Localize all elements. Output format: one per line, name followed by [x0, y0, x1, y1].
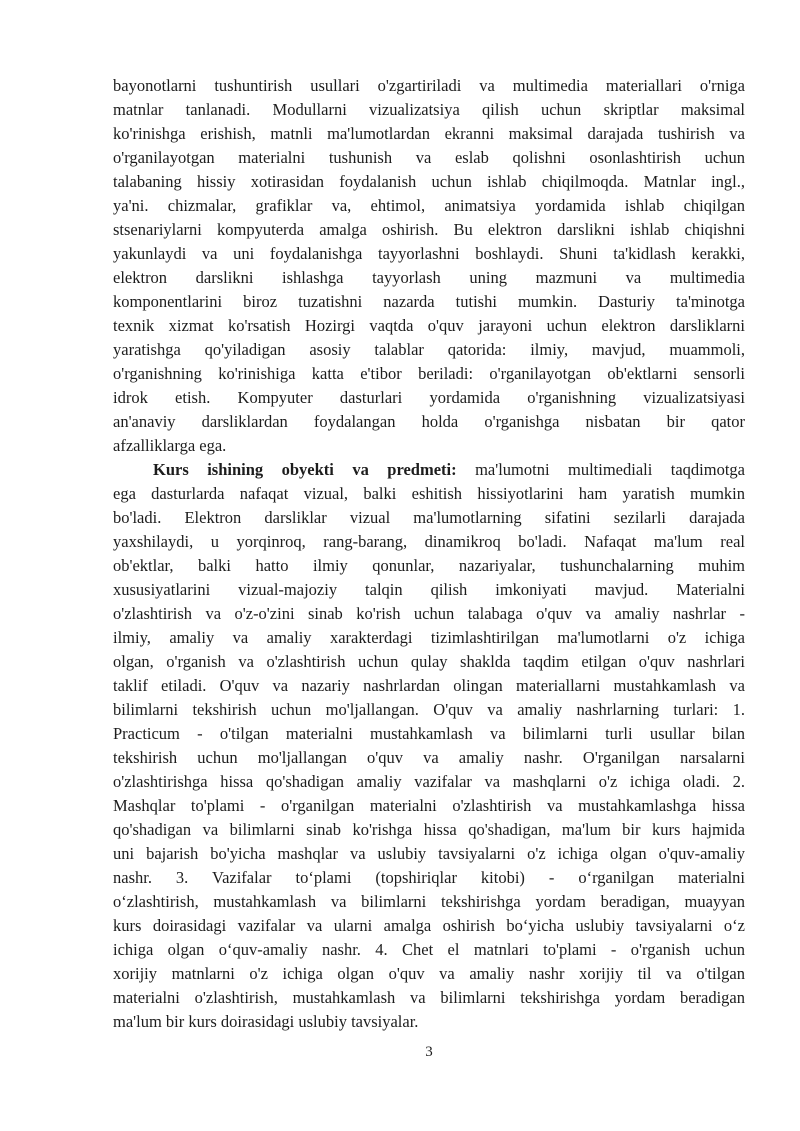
text-line: idrok etish. Kompyuter dasturlari yordamida o'rganishning vizualizatsiyasi: [113, 388, 745, 407]
text-line: stsenariylarni kompyuterda amalga oshirish. Bu elektron darslikni ishlab chiqishni: [113, 220, 745, 239]
text-line: komponentlarini biroz tuzatishni nazarda tutishi mumkin. Dasturiy ta'minotga: [113, 292, 745, 311]
text-line: ilmiy, amaliy va amaliy xarakterdagi tizimlashtirilgan ma'lumotlarni o'z ichiga: [113, 628, 745, 647]
text-line: ya'ni. chizmalar, grafiklar va, ehtimol, animatsiya yordamida ishlab chiqilgan: [113, 196, 745, 215]
text-line: elektron darslikni ishlashga tayyorlash uning mazmuni va multimedia: [113, 268, 745, 287]
text-line: matnlar tanlanadi. Modullarni vizualizatsiya qilish uchun skriptlar maksimal: [113, 100, 745, 119]
text-line: ega dasturlarda nafaqat vizual, balki eshitish hissiyotlarini ham yaratish mumkin: [113, 484, 745, 503]
page-text: [113, 74, 745, 1034]
text-line: yaratishga qo'yiladigan asosiy talablar qatorida: ilmiy, mavjud, muammoli,: [113, 340, 745, 359]
text-line: uni bajarish bo'yicha mashqlar va uslubiy tavsiyalarni o'z ichiga olgan o'quv-amaliy: [113, 844, 745, 863]
text-line: nashr. 3. Vazifalar to‘plami (topshiriqlar kitobi) - o‘rganilgan materialni: [113, 868, 745, 887]
text-line: xorijiy matnlarni o'z ichiga olgan o'quv va amaliy nashr xorijiy til va o'tilgan: [113, 964, 745, 983]
text-line: texnik xizmat ko'rsatish Hozirgi vaqtda o'quv jarayoni uchun elektron darsliklarni: [113, 316, 745, 335]
text-line: bayonotlarni tushuntirish usullari o'zgartiriladi va multimedia materiallari o'rniga: [113, 76, 745, 95]
text-line: ma'lum bir kurs doirasidagi uslubiy tavsiyalar.: [113, 1012, 419, 1031]
text-line: Kurs ishining obyekti va predmeti: ma'lumotni multimediali taqdimotga: [153, 460, 745, 479]
text-line: yakunlaydi va uni foydalanishga tayyorlashni boshlaydi. Shuni ta'kidlash kerakki,: [113, 244, 745, 263]
text-line: yaxshilaydi, u yorqinroq, rang-barang, dinamikroq bo'ladi. Nafaqat ma'lum real: [113, 532, 745, 551]
text-line: qo'shadigan va bilimlarni sinab ko'rishga hissa qo'shadigan, ma'lum bir kurs hajmida: [113, 820, 745, 839]
text-line: ko'rinishga erishish, matnli ma'lumotlardan ekranni maksimal darajada tushirish va: [113, 124, 745, 143]
text-line: talabaning hissiy xotirasidan foydalanish uchun ishlab chiqilmoqda. Matnlar ingl.,: [113, 172, 745, 191]
text-line: o'rganishning ko'rinishiga katta e'tibor beriladi: o'rganilayotgan ob'ektlarni sensorli: [113, 364, 745, 383]
page-number: 3: [425, 1044, 433, 1060]
text-line: xususiyatlarini vizual-majoziy talqin qilish imkoniyati mavjud. Materialni: [113, 580, 745, 599]
text-line: bo'ladi. Elektron darsliklar vizual ma'lumotlarning sifatini sezilarli darajada: [113, 508, 745, 527]
text-line: ob'ektlar, balki hatto ilmiy qonunlar, nazariyalar, tushunchalarning muhim: [113, 556, 745, 575]
text-line: materialni o'zlashtirish, mustahkamlash va bilimlarni tekshirishga yordam beradigan: [113, 988, 745, 1007]
paragraph-lead-bold: Kurs ishining obyekti va predmeti:: [153, 460, 457, 479]
text-line: Practicum - o'tilgan materialni mustahkamlash va bilimlarni turli usullar bilan: [113, 724, 745, 743]
text-line: olgan, o'rganish va o'zlashtirish uchun qulay shaklda taqdim etilgan o'quv nashrlari: [113, 652, 745, 671]
text-line: tekshirish uchun mo'ljallangan o'quv va amaliy nashr. O'rganilgan narsalarni: [113, 748, 745, 767]
text-line: o'rganilayotgan materialni tushunish va eslab qolishni osonlashtirish uchun: [113, 148, 745, 167]
text-line: bilimlarni tekshirish uchun mo'ljallangan. O'quv va amaliy nashrlarning turlari: 1.: [113, 700, 745, 719]
text-line: o‘zlashtirish, mustahkamlash va bilimlarni tekshirishga yordam beradigan, muayyan: [113, 892, 745, 911]
text-line: afzalliklarga ega.: [113, 436, 227, 455]
text-line: taklif etiladi. O'quv va nazariy nashrlardan olingan materiallarni mustahkamlash va: [113, 676, 745, 695]
text-line: an'anaviy darsliklardan foydalangan holda o'rganishga nisbatan bir qator: [113, 412, 745, 431]
text-line: kurs doirasidagi vazifalar va ularni amalga oshirish bo‘yicha uslubiy tavsiyalarni o‘z: [113, 916, 745, 935]
text-line: Mashqlar to'plami - o'rganilgan materialni o'zlashtirish va mustahkamlashga hissa: [113, 796, 745, 815]
text-line: ichiga olgan o‘quv-amaliy nashr. 4. Chet el matnlari to'plami - o'rganish uchun: [113, 940, 745, 959]
text-line: o'zlashtirishga hissa qo'shadigan amaliy vazifalar va mashqlarni o'z ichiga oladi. 2.: [113, 772, 745, 791]
text-line: o'zlashtirish va o'z-o'zini sinab ko'rish uchun talabaga o'quv va amaliy nashrlar -: [113, 604, 745, 623]
